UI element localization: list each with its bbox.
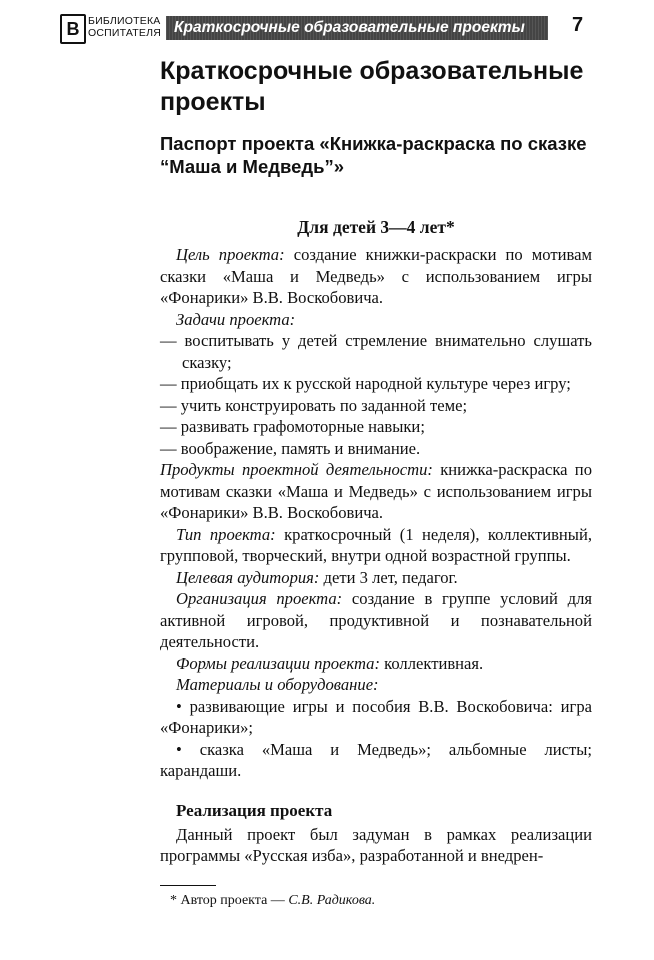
type-paragraph xyxy=(160,524,592,567)
forms-paragraph xyxy=(160,653,592,675)
series-line-1: БИБЛИОТЕКА xyxy=(88,15,161,27)
goal-paragraph xyxy=(160,244,592,309)
footnote xyxy=(170,892,592,910)
page-title: Краткосрочные образовательные проекты xyxy=(160,57,584,116)
task-item: — воспитывать у детей стремление внимательно слушать сказку; xyxy=(160,331,592,372)
footnote-divider xyxy=(160,885,216,886)
footnote-prefix: * Автор проекта — xyxy=(170,892,289,908)
material-item: • сказка «Маша и Медведь»; альбомные листы; карандаши. xyxy=(160,739,592,780)
implementation-text: Данный проект был задуман в рамках реализации программы «Русская изба», разработанной и внедрен- xyxy=(160,824,592,865)
products-label: Продукты проектной деятельности: xyxy=(160,460,433,479)
task-item: — приобщать их к русской народной культуре через игру; xyxy=(160,374,571,393)
footnote-author: С.В. Радикова. xyxy=(288,892,376,908)
organization-label: Организация проекта: xyxy=(176,589,343,608)
logo-letter: В xyxy=(66,18,80,39)
task-item: — воображение, память и внимание. xyxy=(160,438,421,458)
forms-label: Формы реализации проекта: xyxy=(176,653,380,673)
audience-label: Целевая аудитория: xyxy=(176,567,320,587)
series-name xyxy=(88,15,161,39)
material-item: • развивающие игры и пособия В.В. Воскобовича: игра «Фонарики»; xyxy=(160,696,592,737)
age-group: Для детей 3—4 лет* xyxy=(297,217,455,237)
organization-text: создание в группе условий для активной игровой, продуктивной и познавательной деятельности. xyxy=(160,589,592,651)
forms-text: коллективная. xyxy=(379,653,484,673)
page-number: 7 xyxy=(572,14,584,36)
products-text: книжка-раскраска по мотивам сказки «Маша и Медведь» с использованием игры «Фонарики» В.В. Воскобовича. xyxy=(160,460,592,522)
goal-text: создание книжки-раскраски по мотивам сказки «Маша и Медведь» с использованием игры «Фонарики» В.В. Воскобовича. xyxy=(160,245,592,307)
implementation-heading: Реализация проекта xyxy=(176,800,333,820)
series-logo xyxy=(60,14,86,44)
task-item: — учить конструировать по заданной теме; xyxy=(160,395,468,415)
type-label: Тип проекта: xyxy=(176,524,276,544)
page-body xyxy=(160,56,592,178)
type-text: краткосрочный (1 неделя), коллективный, групповой, творческий, внутри одной возрастной группы. xyxy=(160,524,592,565)
materials-label: Материалы и оборудование: xyxy=(176,675,379,694)
organization-paragraph xyxy=(160,588,592,653)
section-band: Краткосрочные образовательные проекты xyxy=(166,16,548,40)
products-paragraph xyxy=(160,459,592,524)
project-subtitle: Паспорт проекта «Книжка-раскраска по сказке “Маша и Медведь”» xyxy=(160,133,587,177)
audience-paragraph xyxy=(160,567,592,589)
series-line-2: ОСПИТАТЕЛЯ xyxy=(88,27,161,39)
task-item: — развивать графомоторные навыки; xyxy=(160,417,425,436)
running-header xyxy=(60,14,600,44)
audience-text: дети 3 лет, педагог. xyxy=(319,567,458,587)
tasks-label: Задачи проекта: xyxy=(176,309,296,329)
goal-label: Цель проекта: xyxy=(176,245,285,264)
main-text xyxy=(160,202,592,910)
